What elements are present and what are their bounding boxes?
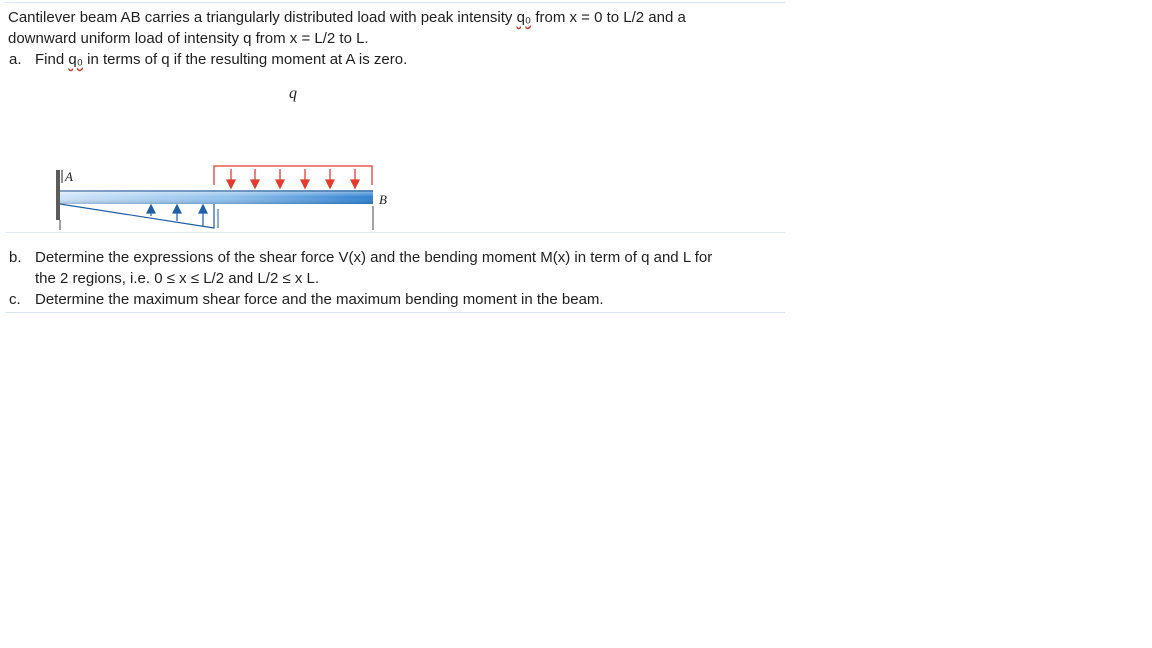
parts-b-c: [5, 233, 785, 313]
part-a: [5, 49, 785, 70]
problem-document: [5, 2, 785, 313]
end-label-b: B: [379, 192, 387, 207]
part-b-label: b.: [9, 249, 22, 266]
intro-text-end: from x = 0 to L/2 and a: [531, 9, 686, 26]
q0-symbol: q₀: [68, 51, 83, 68]
triangular-load: [60, 204, 218, 228]
intro-line-2: downward uniform load of intensity q from x = L/2 to L.: [8, 30, 369, 47]
part-b-line-2: the 2 regions, i.e. 0 ≤ x ≤ L/2 and L/2 ≤ x L.: [35, 270, 320, 287]
part-c-text: Determine the maximum shear force and the maximum bending moment in the beam.: [35, 291, 604, 308]
part-a-text-start: Find: [35, 51, 69, 68]
q0-symbol: q₀: [516, 9, 532, 26]
uniform-load-label: q: [289, 85, 297, 102]
part-a-text-end: in terms of q if the resulting moment at A is zero.: [82, 51, 408, 68]
beam: [60, 190, 373, 204]
part-a-label: a.: [9, 51, 22, 68]
dimension-lines: [60, 206, 373, 230]
uniform-load: [214, 166, 372, 188]
part-c: [5, 289, 785, 310]
beam-diagram: [5, 70, 785, 230]
part-b: [5, 247, 785, 268]
support-label-a: A: [65, 169, 73, 184]
intro-text-start: Cantilever beam AB carries a triangularly distributed load with peak intensity: [8, 9, 517, 26]
part-b-line-1: Determine the expressions of the shear force V(x) and the bending moment M(x) in term of q and L for: [35, 249, 713, 266]
part-b-continued: [5, 268, 785, 289]
beam-figure: [5, 70, 785, 230]
intro-line-1: [5, 7, 785, 28]
part-c-label: c.: [9, 291, 21, 308]
